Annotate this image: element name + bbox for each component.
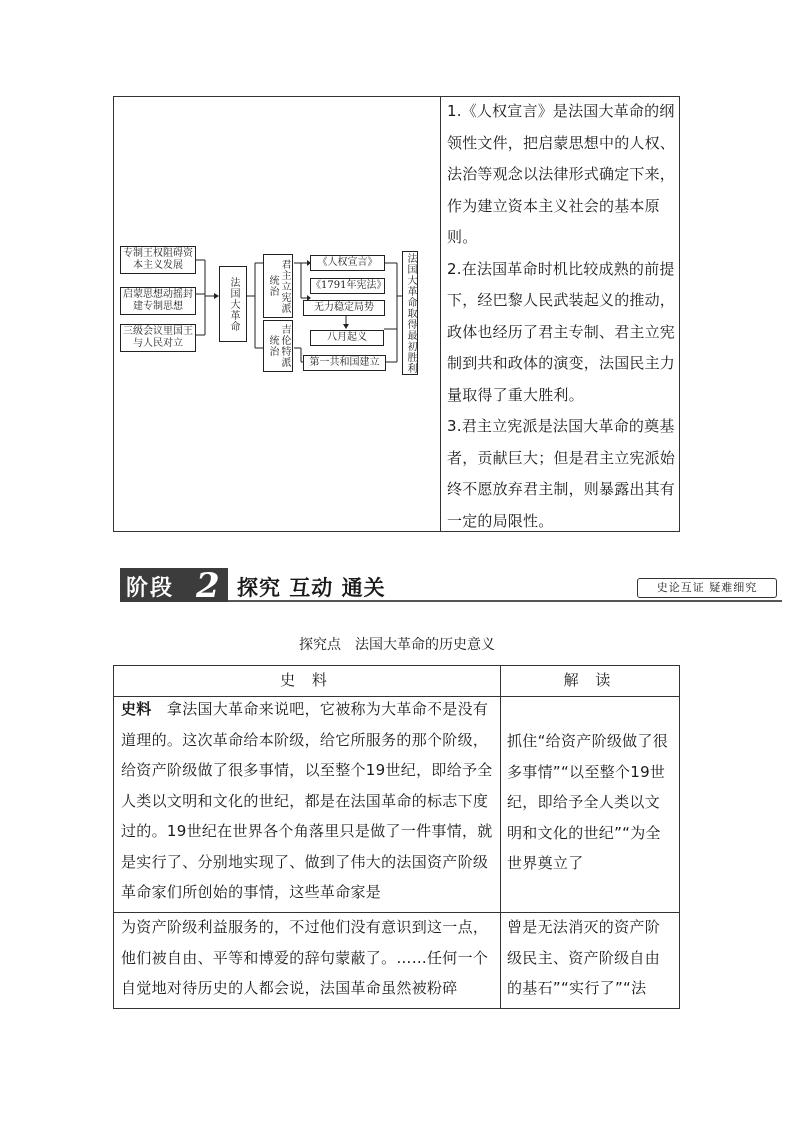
cause-box-1: 专制王权阻碍资本主义发展 — [120, 246, 196, 274]
source-lead: 史料 — [121, 700, 167, 718]
source-text-1: 拿法国大革命来说吧，它被称为大革命不是没有道理的。这次革命给本阶级，给它所服务的那个阶级，给资产阶级做了很多事情，以至整个19世纪，即给予全人类以文明和文化的世纪，都是在法国革命的标志下度过的。19世纪在世界各个角落里只是做了一件事情，就是实行了、分别地实现了、做到了伟大的法国资产阶级革命家们所创始的事情，这些革命家是 — [121, 700, 493, 901]
banner-rule — [228, 600, 782, 602]
section-title: 探究点 法国大革命的历史意义 — [299, 637, 495, 653]
girondin-faction-box: 吉伦特派统治 — [263, 320, 293, 372]
header-interpretation: 解 读 — [563, 671, 617, 689]
constitutional-faction-box: 君主立宪派统治 — [263, 254, 293, 318]
interpretation-cell-1: 抓住“给资产阶级做了很多事情”“以至整个19世纪，即给予全人类以文明和文化的世纪”“为全世界奠立了 — [507, 732, 669, 872]
event-box-constitution: 《1791年宪法》 — [310, 278, 385, 294]
cause-box-3: 三级会议里国王与人民对立 — [120, 324, 196, 352]
notes-column — [447, 96, 679, 537]
event-box-first-republic: 第一共和国建立 — [303, 355, 386, 371]
note-2: 2.在法国革命时机比较成熟的前提下，经巴黎人民武装起义的推动，政体也经历了君主专制、君主立宪制到共和政体的演变，法国民主力量取得了重大胜利。 — [447, 259, 676, 404]
stage-tag: 史论互证 疑难细究 — [637, 578, 777, 598]
center-box: 法国大革命 — [219, 266, 247, 342]
stage-label: 阶段 — [126, 576, 175, 601]
event-box-declaration: 《人权宣言》 — [310, 255, 385, 271]
note-3: 3.君主立宪派是法国大革命的奠基者，贡献巨大；但是君主立宪派始终不愿放弃君主制，则暴露出其有一定的局限性。 — [447, 417, 676, 530]
stage-title: 探究 互动 通关 — [237, 575, 386, 600]
table-col-divider — [500, 665, 501, 1009]
stage-banner — [120, 568, 782, 604]
stage-number: 2 — [196, 566, 220, 606]
result-box: 法国大革命取得最初胜利 — [402, 251, 418, 375]
interpretation-cell-2: 曾是无法消灭的资产阶级民主、资产阶级自由的基石”“实行了”“法 — [507, 918, 661, 997]
event-box-august-uprising: 八月起义 — [310, 330, 384, 346]
event-box-instability: 无力稳定局势 — [303, 300, 385, 316]
note-1: 1.《人权宣言》是法国大革命的纲领性文件，把启蒙思想中的人权、法治等观念以法律形式确定下来，作为建立资本主义社会的基本原则。 — [447, 102, 676, 246]
cause-box-2: 启蒙思想动摇封建专制思想 — [120, 287, 196, 315]
source-cell-2: 为资产阶级利益服务的，不过他们没有意识到这一点，他们被自由、平等和博爱的辞句蒙蔽了。……任何一个自觉地对待历史的人都会说，法国革命虽然被粉碎 — [121, 918, 489, 997]
header-source: 史 料 — [280, 671, 333, 689]
source-cell-1 — [121, 694, 493, 908]
